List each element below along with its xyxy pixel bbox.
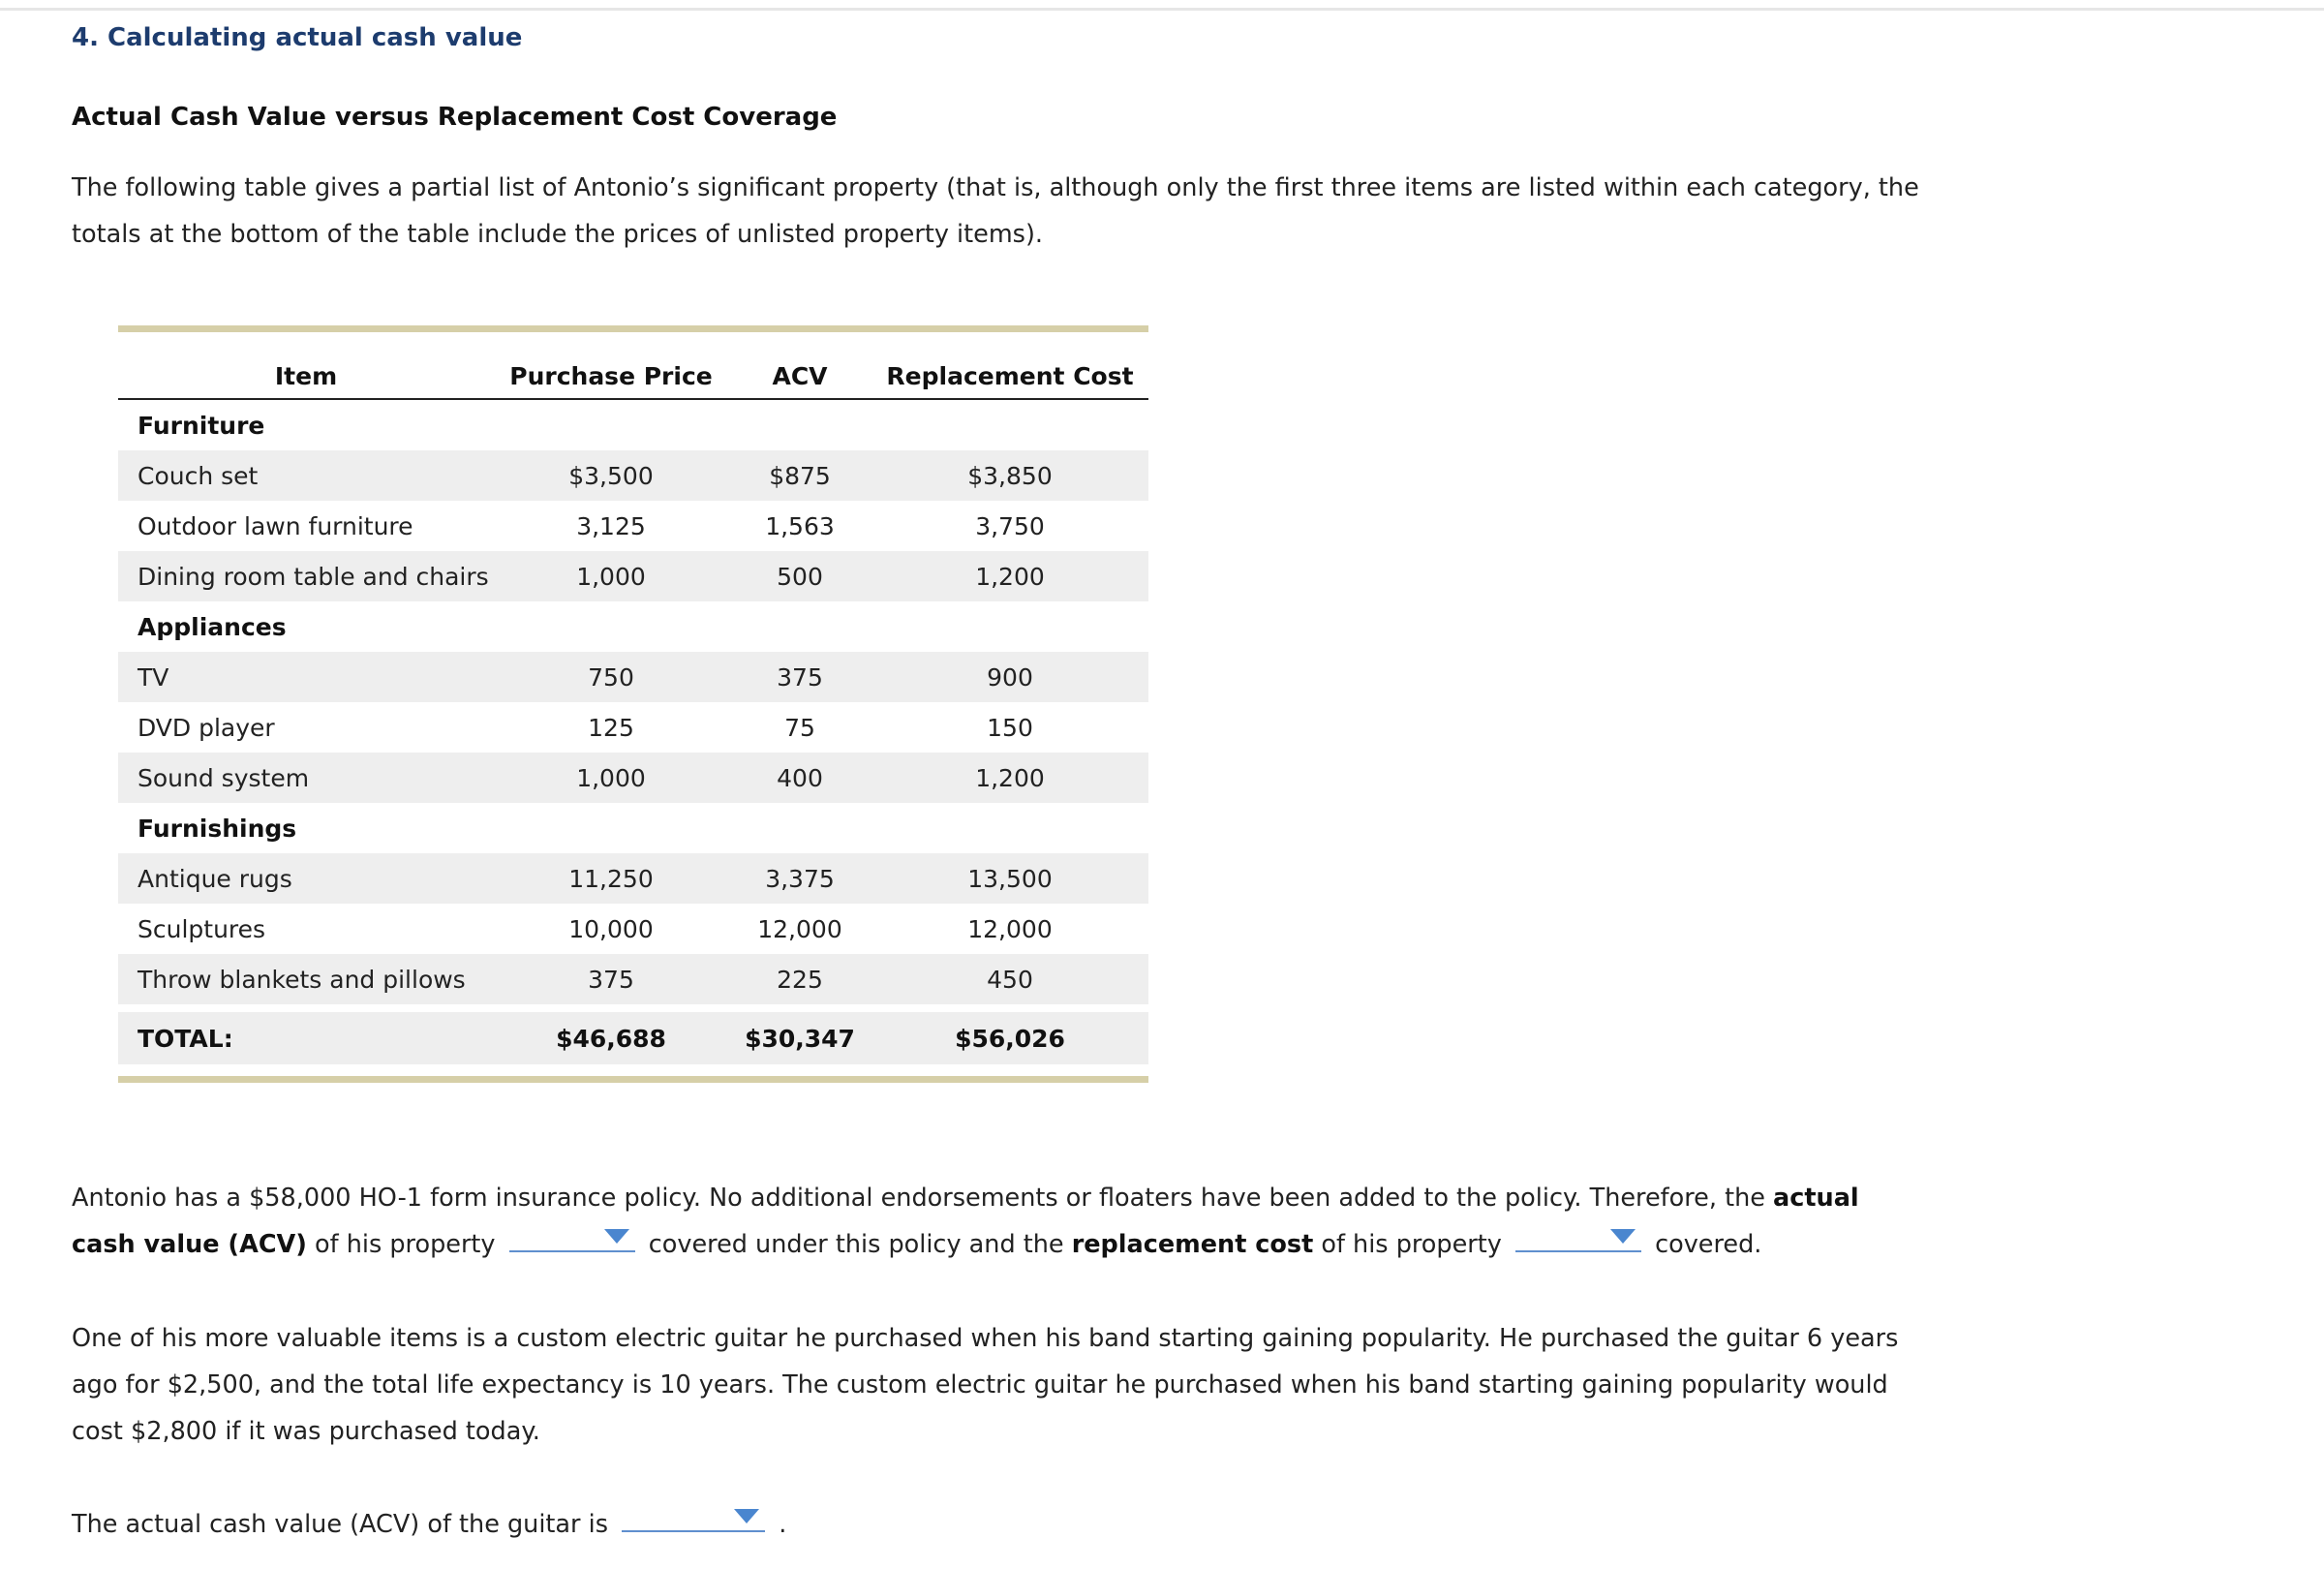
acv-cell: 12,000 [757,914,842,943]
column-header-purchase-price: Purchase Price [494,332,728,399]
table-row [118,702,1148,753]
dropdown-arrow-icon [604,1229,629,1244]
price-cell: 375 [494,954,728,1004]
table-header-row [118,332,1148,399]
total-row [118,1012,1148,1064]
item-cell: Sculptures [138,914,266,943]
policy-text-part4: of his property [1313,1230,1502,1259]
dropdown-arrow-icon [1610,1229,1636,1244]
price-cell: $3,500 [494,450,728,501]
replacement-coverage-dropdown[interactable] [1515,1223,1641,1252]
replacement-cell: $3,850 [872,450,1148,501]
item-cell: Dining room table and chairs [118,551,494,601]
acv-question-text: The actual cash value (ACV) of the guitar is [72,1510,609,1539]
item-cell: Sound system [118,753,494,803]
price-cell: 10,000 [568,914,654,943]
acv-coverage-dropdown[interactable] [509,1223,635,1252]
replacement-cell: 12,000 [967,914,1053,943]
replacement-cell: 1,200 [872,753,1148,803]
table-row [118,501,1148,551]
table-row [118,853,1148,904]
guitar-acv-dropdown[interactable] [622,1503,765,1532]
acv-cell: 375 [728,652,872,702]
acv-cell: 3,375 [728,853,872,904]
table-row [118,753,1148,803]
category-row-appliances [118,601,1148,652]
replacement-cell: 1,200 [872,551,1148,601]
item-cell: Couch set [118,450,494,501]
column-header-item: Item [118,332,494,399]
replacement-cell: 900 [872,652,1148,702]
replacement-cell: 450 [872,954,1148,1004]
top-divider [0,8,2324,11]
table-subtitle: Actual Cash Value versus Replacement Cost Coverage [72,103,838,132]
column-header-acv: ACV [728,332,872,399]
replacement-cell: 13,500 [872,853,1148,904]
table-row [118,652,1148,702]
policy-text-part5: covered. [1655,1230,1762,1259]
table-spacer-row [118,1004,1148,1012]
section-title: 4. Calculating actual cash value [72,23,523,52]
dropdown-arrow-icon [734,1509,759,1523]
property-table [118,332,1148,1064]
acv-cell: 75 [784,713,815,742]
acv-cell: 500 [728,551,872,601]
table-row [118,904,1148,954]
replacement-cell: 150 [987,713,1033,742]
category-row-furnishings [118,803,1148,853]
acv-question-period: . [779,1510,787,1539]
policy-text-part3: covered under this policy and the [648,1230,1072,1259]
guitar-paragraph: One of his more valuable items is a custom electric guitar he purchased when his band starting gaining popularity. He purchased the guitar 6 years ago for $2,500, and the total life expectancy is 10 years. The custom electric guitar he purchased when his band starting gaining popularity would cost $2,800 if it was purchased today. [72,1324,1899,1446]
acv-cell: 1,563 [765,511,835,540]
category-label: Appliances [138,612,287,641]
price-cell: 125 [588,713,634,742]
column-header-replacement-cost: Replacement Cost [872,332,1148,399]
category-label: Furniture [138,411,265,440]
policy-text-part1: Antonio has a $58,000 HO-1 form insurance policy. No additional endorsements or floaters have been added to the policy. Therefore, the [72,1184,1774,1213]
policy-bold-replacement: replacement cost [1071,1230,1314,1259]
acv-cell: 225 [728,954,872,1004]
item-cell: DVD player [138,713,275,742]
policy-paragraph [72,1175,1931,1268]
replacement-cell: 3,750 [975,511,1045,540]
acv-question [72,1501,1931,1548]
total-acv-cell: $30,347 [728,1012,872,1064]
total-price-cell: $46,688 [494,1012,728,1064]
price-cell: 3,125 [576,511,646,540]
table-top-rule [118,325,1148,332]
property-table-wrapper [118,325,1148,1083]
intro-paragraph: The following table gives a partial list of Antonio’s significant property (that is, although only the first three items are listed within each category, the totals at the bottom of the table include the prices of unlisted property items). [72,173,1919,249]
total-label: TOTAL: [118,1012,494,1064]
table-row [118,551,1148,601]
item-cell: TV [118,652,494,702]
policy-bold-acv: actual cash value (ACV) [72,1184,1859,1259]
item-cell: Antique rugs [118,853,494,904]
item-cell: Throw blankets and pillows [118,954,494,1004]
category-label: Furnishings [138,814,297,843]
table-row [118,954,1148,1004]
table-row [118,450,1148,501]
item-cell: Outdoor lawn furniture [138,511,413,540]
price-cell: 750 [494,652,728,702]
policy-text-part2: of his property [306,1230,496,1259]
table-bottom-rule [118,1076,1148,1083]
acv-cell: $875 [728,450,872,501]
price-cell: 11,250 [494,853,728,904]
acv-cell: 400 [728,753,872,803]
total-replacement-cell: $56,026 [872,1012,1148,1064]
category-row-furniture [118,399,1148,450]
price-cell: 1,000 [494,753,728,803]
price-cell: 1,000 [494,551,728,601]
